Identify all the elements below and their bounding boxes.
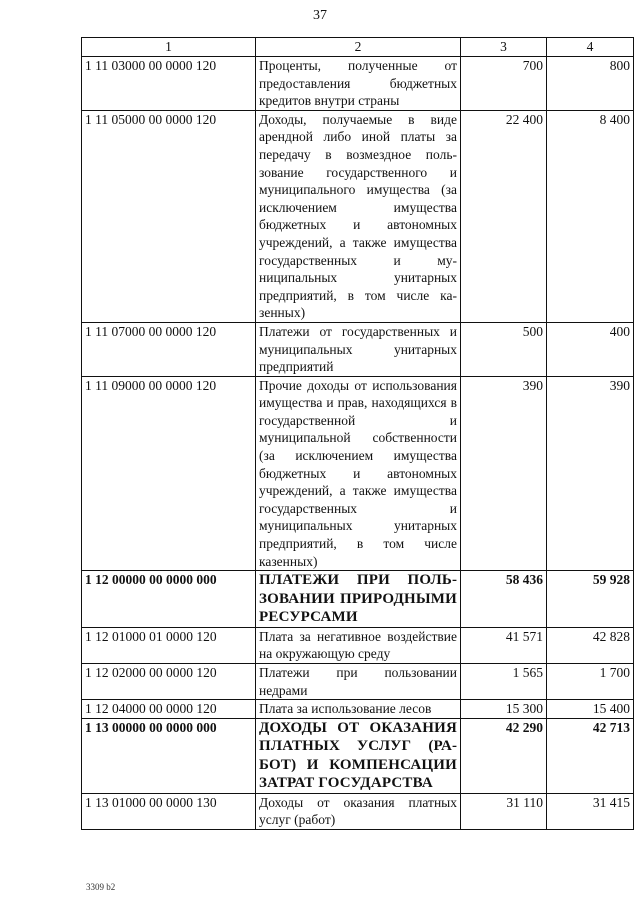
header-col-3: 3 <box>461 38 547 57</box>
value-col4-cell: 42 713 <box>547 718 634 793</box>
value-col4-cell: 800 <box>547 57 634 111</box>
revenue-code-cell: 1 12 00000 00 0000 000 <box>82 571 256 628</box>
revenue-description-cell: Платежи от государственных и муниципальных унитарных предприятий <box>256 322 461 376</box>
header-col-4: 4 <box>547 38 634 57</box>
revenue-description-cell: Платежи при пользовании недрами <box>256 663 461 699</box>
value-col4-cell: 59 928 <box>547 571 634 628</box>
revenue-description-cell: Прочие доходы от использования имущества и прав, находящихся в государственной и муниципальной собственности (за исключением имущества бюджетных и автономных учреждений, а также имущества государственных и муниципальных унитарных предприятий, в том числе казенных) <box>256 376 461 571</box>
revenue-code-cell: 1 13 00000 00 0000 000 <box>82 718 256 793</box>
revenue-code-cell: 1 12 01000 01 0000 120 <box>82 627 256 663</box>
value-col4-cell: 15 400 <box>547 700 634 719</box>
table-row <box>82 376 634 571</box>
table-row <box>82 793 634 829</box>
revenue-description-cell: ДОХОДЫ ОТ ОКАЗАНИЯ ПЛАТНЫХ УСЛУГ (РАБОТ) И КОМПЕНСАЦИИ ЗАТРАТ ГОСУДАРСТВА <box>256 718 461 793</box>
revenue-code-cell: 1 12 04000 00 0000 120 <box>82 700 256 719</box>
value-col3-cell: 700 <box>461 57 547 111</box>
table-row <box>82 322 634 376</box>
revenue-code-cell: 1 11 03000 00 0000 120 <box>82 57 256 111</box>
value-col4-cell: 1 700 <box>547 663 634 699</box>
value-col3-cell: 15 300 <box>461 700 547 719</box>
revenue-code-cell: 1 11 05000 00 0000 120 <box>82 110 256 322</box>
table-row <box>82 718 634 793</box>
table-row <box>82 627 634 663</box>
table-header-row <box>82 38 634 57</box>
revenue-description-cell: Плата за негативное воздействие на окружающую среду <box>256 627 461 663</box>
value-col3-cell: 58 436 <box>461 571 547 628</box>
budget-revenue-table <box>81 37 634 830</box>
value-col3-cell: 1 565 <box>461 663 547 699</box>
revenue-description-cell: ПЛАТЕЖИ ПРИ ПОЛЬЗОВАНИИ ПРИРОДНЫМИ РЕСУРСАМИ <box>256 571 461 628</box>
footer-code: 3309 b2 <box>86 882 116 892</box>
page-number: 37 <box>313 8 327 23</box>
table-row <box>82 110 634 322</box>
header-col-1: 1 <box>82 38 256 57</box>
value-col4-cell: 31 415 <box>547 793 634 829</box>
table-body <box>82 57 634 830</box>
value-col4-cell: 400 <box>547 322 634 376</box>
value-col3-cell: 31 110 <box>461 793 547 829</box>
value-col3-cell: 42 290 <box>461 718 547 793</box>
value-col3-cell: 390 <box>461 376 547 571</box>
revenue-code-cell: 1 12 02000 00 0000 120 <box>82 663 256 699</box>
value-col3-cell: 500 <box>461 322 547 376</box>
revenue-code-cell: 1 13 01000 00 0000 130 <box>82 793 256 829</box>
value-col4-cell: 42 828 <box>547 627 634 663</box>
revenue-description-cell: Проценты, полученные от предоставления бюджетных кредитов внутри страны <box>256 57 461 111</box>
table-row <box>82 571 634 628</box>
value-col3-cell: 22 400 <box>461 110 547 322</box>
header-col-2: 2 <box>256 38 461 57</box>
revenue-code-cell: 1 11 07000 00 0000 120 <box>82 322 256 376</box>
revenue-code-cell: 1 11 09000 00 0000 120 <box>82 376 256 571</box>
table-row <box>82 663 634 699</box>
value-col4-cell: 8 400 <box>547 110 634 322</box>
table-row <box>82 57 634 111</box>
value-col3-cell: 41 571 <box>461 627 547 663</box>
revenue-description-cell: Доходы, получаемые в виде арендной либо иной платы за передачу в возмездное пользование государственного и муниципального имущества (за исключением имущества бюджетных и автономных учреждений, а также имущества государственных и муниципальных унитарных предприятий, в том числе казенных) <box>256 110 461 322</box>
revenue-description-cell: Доходы от оказания платных услуг (работ) <box>256 793 461 829</box>
value-col4-cell: 390 <box>547 376 634 571</box>
table-row <box>82 700 634 719</box>
revenue-description-cell: Плата за использование лесов <box>256 700 461 719</box>
